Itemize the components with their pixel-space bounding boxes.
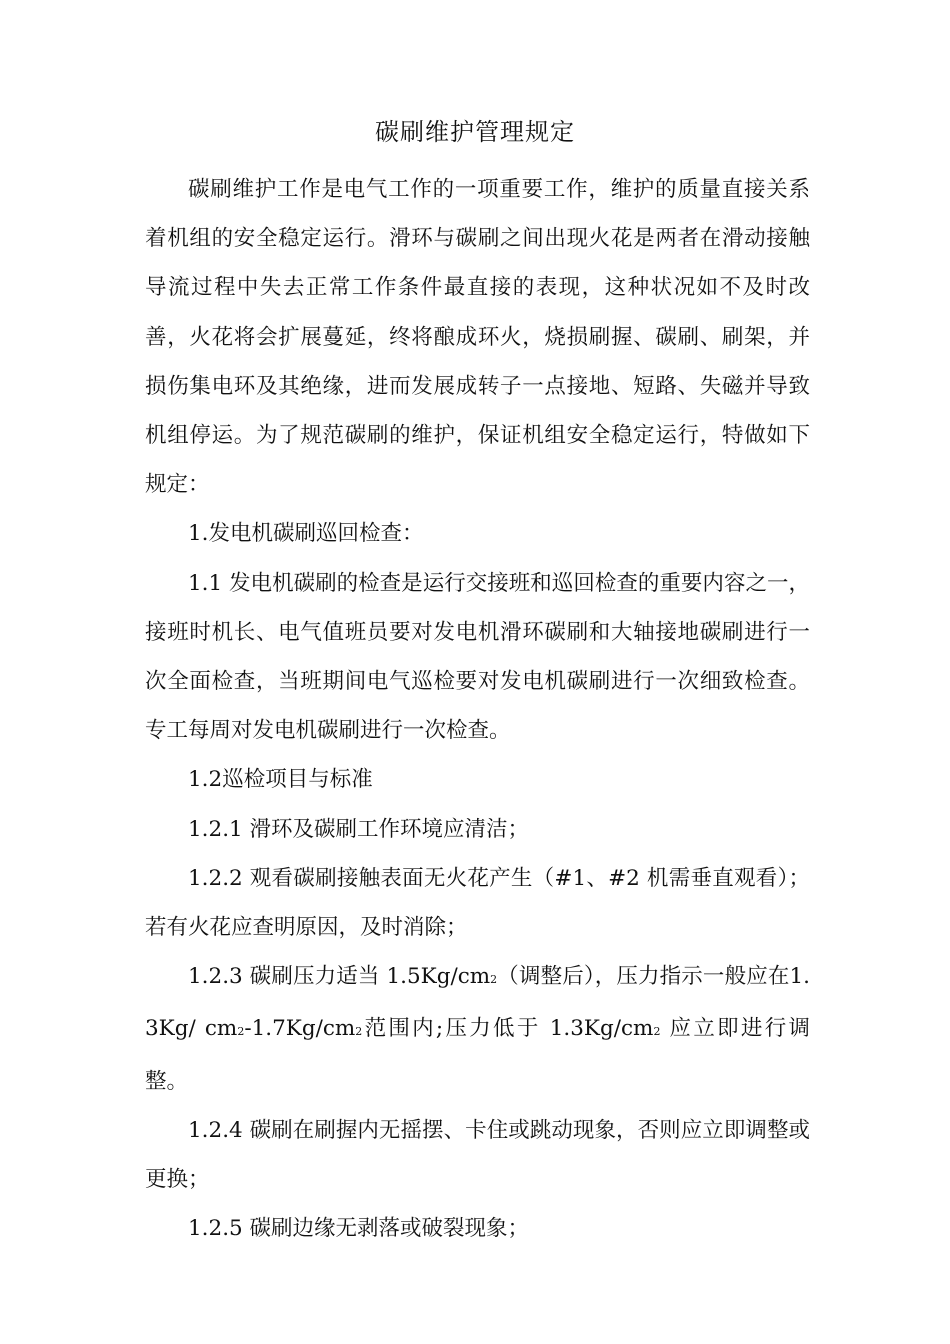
pressure-text-1: 1.2.3 碳刷压力适当 1.5Kg/cm [188, 964, 491, 990]
pressure-sub-3: 2 [355, 1025, 363, 1039]
paragraph-1-2: 1.2巡检项目与标准 [188, 767, 373, 793]
pressure-sub-1: 2 [490, 973, 498, 987]
paragraph-1-2-5: 1.2.5 碳刷边缘无剥落或破裂现象； [188, 1216, 530, 1242]
document-body [145, 165, 810, 1253]
paragraph-1-2-4: 1.2.4 碳刷在刷握内无摇摆、卡住或跳动现象，否则应立即调整或更换； [145, 1117, 810, 1193]
pressure-sub-4: 2 [653, 1025, 661, 1039]
paragraph-intro: 碳刷维护工作是电气工作的一项重要工作，维护的质量直接关系着机组的安全稳定运行。滑环与碳刷之间出现火花是两者在滑动接触导流过程中失去正常工作条件最直接的表现，这种状况如不及时改善，火花将会扩展蔓延，终将酿成环火，烧损刷握、碳刷、刷架，并损伤集电环及其绝缘，进而发展成转子一点接地、短路、失磁并导致机组停运。为了规范碳刷的维护，保证机组安全稳定运行，特做如下规定： [145, 177, 810, 498]
document-title: 碳刷维护管理规定 [375, 118, 575, 146]
paragraph-1-2-2: 1.2.2 观看碳刷接触表面无火花产生（#1、#2 机需垂直观看）；若有火花应查明原因，及时消除； [145, 865, 810, 941]
paragraph-section-1: 1.发电机碳刷巡回检查： [188, 521, 424, 547]
pressure-text-3: -1.7Kg/cm [244, 1016, 356, 1042]
pressure-sub-2: 2 [237, 1025, 245, 1039]
pressure-text-4: 范围内;压力低于 1.3Kg/cm [362, 1016, 654, 1042]
pressure-text-5: 应立即进行调整。 [145, 1016, 810, 1094]
paragraph-1-2-3 [145, 952, 810, 1106]
paragraph-1-1: 1.1 发电机碳刷的检查是运行交接班和巡回检查的重要内容之一，接班时机长、电气值班员要对发电机滑环碳刷和大轴接地碳刷进行一次全面检查，当班期间电气巡检要对发电机碳刷进行一次细致检查。专工每周对发电机碳刷进行一次检查。 [145, 570, 810, 744]
paragraph-1-2-1: 1.2.1 滑环及碳刷工作环境应清洁； [188, 816, 530, 842]
pressure-text-2: （调整后），压力指示一般应在1.3Kg/ cm [145, 964, 810, 1042]
